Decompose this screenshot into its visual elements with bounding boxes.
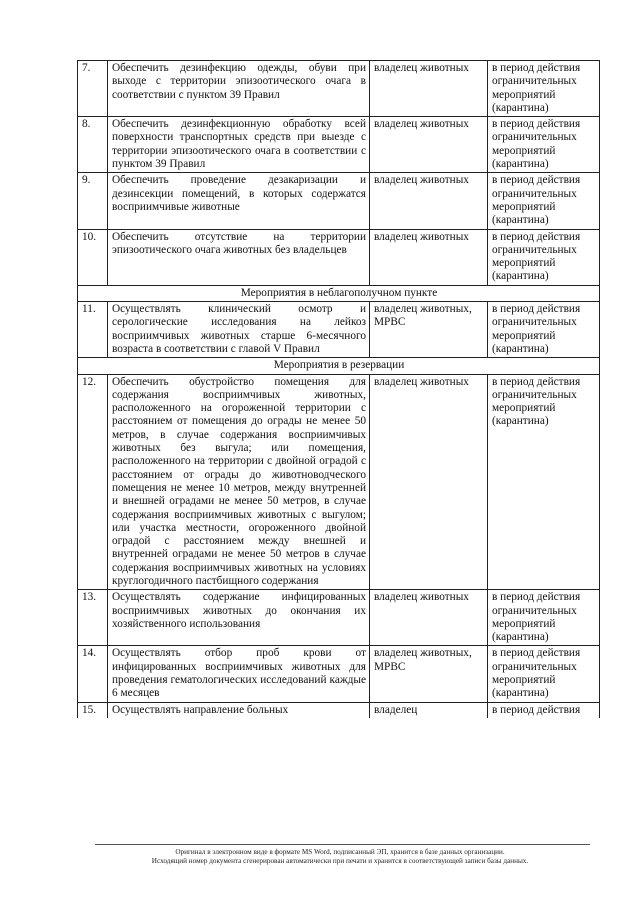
period: в период действия ограничительных мероприятий (карантина) <box>488 302 600 358</box>
measure-text: Осуществлять клинический осмотр и серологические исследования на лейкоз восприимчивых животных старше 6-месячного возраста в соответствии с главой V Правил <box>108 302 370 358</box>
responsible-party: владелец животных <box>370 374 488 590</box>
responsible-party: владелец животных, МРВС <box>370 646 488 702</box>
period: в период действия ограничительных мероприятий (карантина) <box>488 61 600 117</box>
responsible-party: владелец <box>370 702 488 718</box>
row-number: 15. <box>78 702 108 718</box>
measure-text: Обеспечить проведение дезакаризации и дезинсекции помещений, в которых содержатся восприимчивые животные <box>108 173 370 229</box>
measure-text: Обеспечить обустройство помещения для содержания восприимчивых животных, расположенного на огороженной территории с расстоянием от помещения до ограды не менее 50 метров, в случае содержания восприимчивых животных без выгула; или помещения, расположенного на территории с двойной оградой с расстоянием от ограды до животноводческого помещения не менее 10 метров, между внутренней и внешней оградами не менее 50 метров, в случае содержания восприимчивых животных с выгулом; или участка местности, огороженного двойной оградой с расстоянием между внешней и внутренней оградами не менее 50 метров в случае содержания восприимчивых животных на условиях круглогодичного пастбищного содержания <box>108 374 370 590</box>
row-number: 12. <box>78 374 108 590</box>
measure-text: Обеспечить дезинфекционную обработку всей поверхности транспортных средств при выезде с территории эпизоотического очага в соответствии с пунктом 39 Правил <box>108 117 370 173</box>
measure-text: Осуществлять отбор проб крови от инфицированных восприимчивых животных для проведения гематологических исследований каждые 6 месяцев <box>108 646 370 702</box>
section-title: Мероприятия в неблагополучном пункте <box>78 285 600 301</box>
measure-text: Обеспечить дезинфекцию одежды, обуви при выходе с территории эпизоотического очага в соответствии с пунктом 39 Правил <box>108 61 370 117</box>
table-row <box>78 590 600 646</box>
responsible-party: владелец животных, МРВС <box>370 302 488 358</box>
section-title: Мероприятия в резервации <box>78 358 600 374</box>
table-row <box>78 229 600 285</box>
period: в период действия ограничительных мероприятий (карантина) <box>488 646 600 702</box>
footer-divider <box>95 844 590 845</box>
responsible-party: владелец животных <box>370 590 488 646</box>
period: в период действия <box>488 702 600 718</box>
period: в период действия ограничительных мероприятий (карантина) <box>488 117 600 173</box>
footer-note-original: Оригинал в электронном виде в формате MS Word, подписанный ЭП, хранится в базе данных организации. <box>175 848 505 856</box>
period: в период действия ограничительных мероприятий (карантина) <box>488 173 600 229</box>
table-row <box>78 61 600 117</box>
measure-text: Осуществлять содержание инфицированных восприимчивых животных до окончания их хозяйственного использования <box>108 590 370 646</box>
section-header-row <box>78 285 600 301</box>
table-row <box>78 173 600 229</box>
table-row <box>78 702 600 718</box>
responsible-party: владелец животных <box>370 229 488 285</box>
row-number: 8. <box>78 117 108 173</box>
row-number: 7. <box>78 61 108 117</box>
measures-table <box>77 60 600 718</box>
responsible-party: владелец животных <box>370 117 488 173</box>
measure-text: Обеспечить отсутствие на территории эпизоотического очага животных без владельцев <box>108 229 370 285</box>
table-row <box>78 302 600 358</box>
table-row <box>78 646 600 702</box>
responsible-party: владелец животных <box>370 61 488 117</box>
row-number: 13. <box>78 590 108 646</box>
period: в период действия ограничительных мероприятий (карантина) <box>488 374 600 590</box>
row-number: 9. <box>78 173 108 229</box>
measure-text: Осуществлять направление больных <box>108 702 370 718</box>
section-header-row <box>78 358 600 374</box>
table-row <box>78 374 600 590</box>
row-number: 14. <box>78 646 108 702</box>
footer-note-number: Исходящий номер документа сгенерирован автоматически при печати и хранится в соответствующей записи базы данных. <box>151 857 529 865</box>
responsible-party: владелец животных <box>370 173 488 229</box>
row-number: 10. <box>78 229 108 285</box>
period: в период действия ограничительных мероприятий (карантина) <box>488 590 600 646</box>
period: в период действия ограничительных мероприятий (карантина) <box>488 229 600 285</box>
row-number: 11. <box>78 302 108 358</box>
table-row <box>78 117 600 173</box>
